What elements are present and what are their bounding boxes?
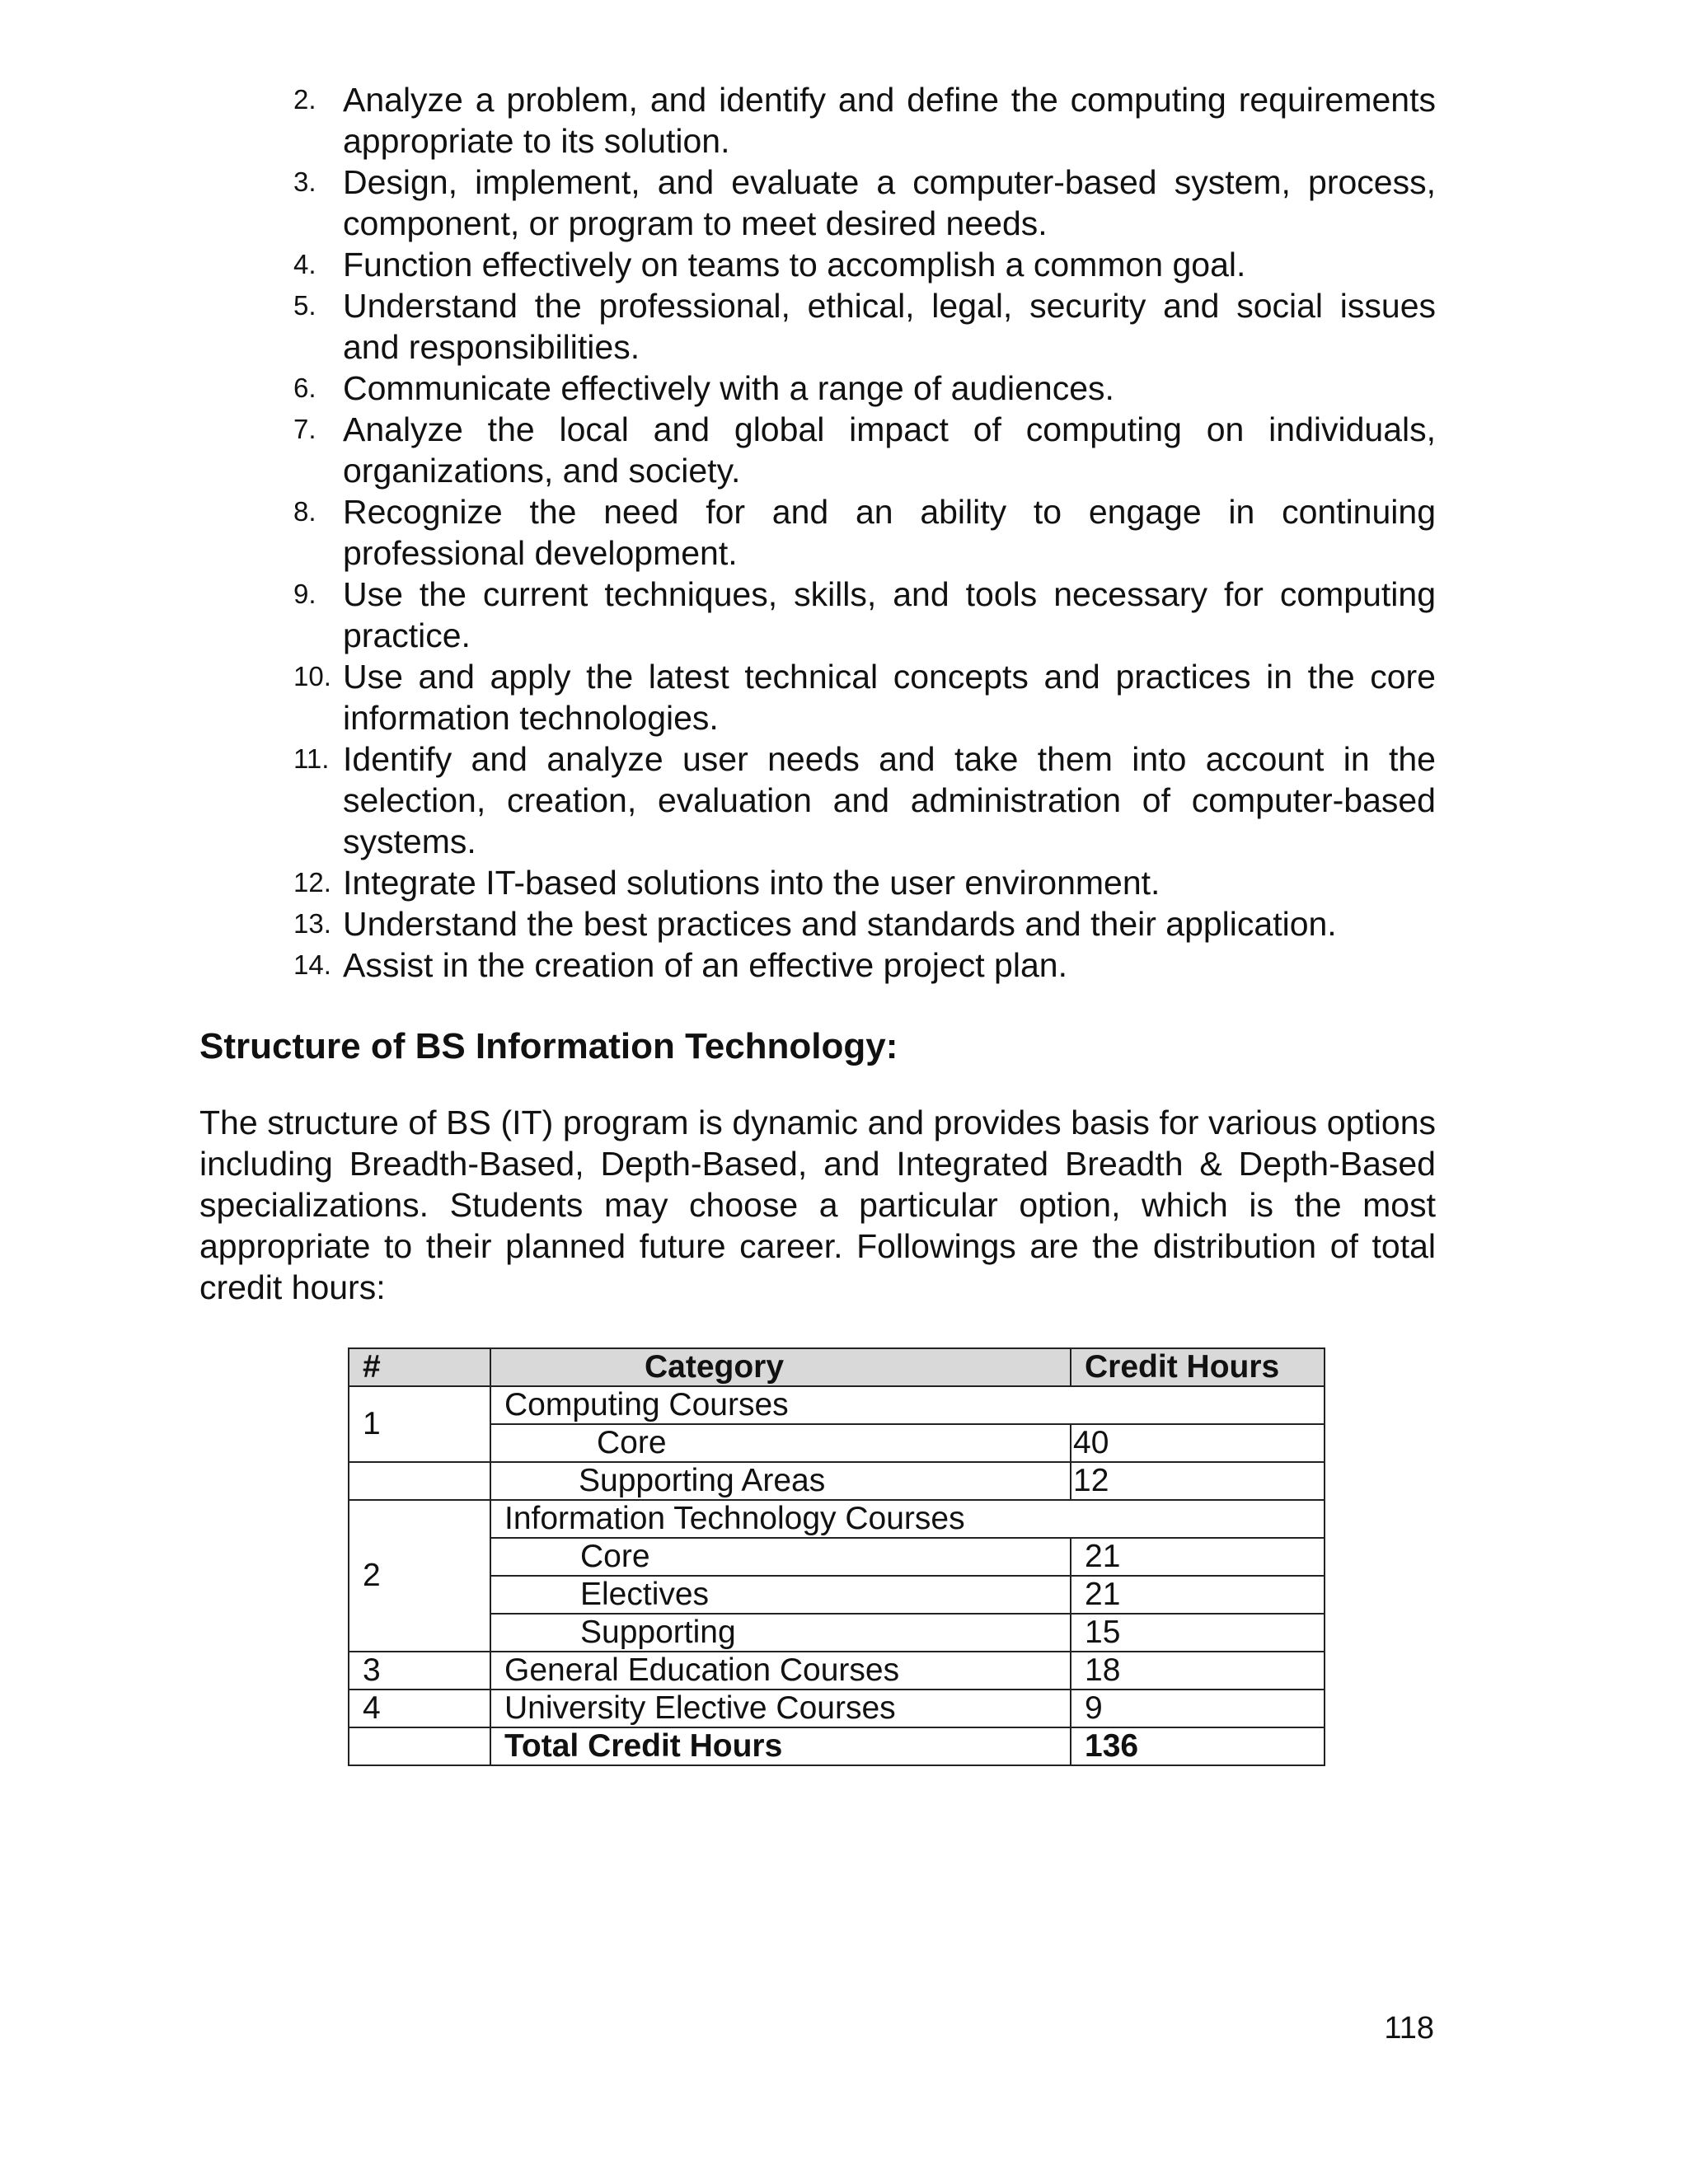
item-number: 7. [293, 414, 316, 444]
row-num [349, 1462, 490, 1500]
list-item [293, 738, 1436, 862]
item-number: 14. [293, 949, 331, 980]
table-row [349, 1538, 1325, 1576]
item-number: 4. [293, 249, 316, 279]
list-item [293, 903, 1436, 944]
list-item [293, 162, 1436, 244]
program-outcomes-list [293, 79, 1436, 986]
credit-value: 21 [1071, 1538, 1325, 1576]
table-row [349, 1386, 1325, 1424]
total-label: Total Credit Hours [490, 1727, 1071, 1765]
list-item [293, 285, 1436, 368]
row-num: 2 [349, 1500, 490, 1652]
item-number: 12. [293, 867, 331, 898]
item-number: 8. [293, 496, 316, 527]
credit-value: 40 [1071, 1424, 1325, 1462]
credit-value: 21 [1071, 1576, 1325, 1614]
item-number: 13. [293, 908, 331, 939]
credit-value: 12 [1071, 1462, 1325, 1500]
item-text: Identify and analyze user needs and take them into account in the selection, creation, evaluation and administration of computer-based systems. [343, 740, 1436, 860]
item-text: Design, implement, and evaluate a computer-based system, process, component, or program to meet desired needs. [343, 163, 1436, 242]
item-number: 10. [293, 661, 331, 691]
list-item [293, 862, 1436, 903]
category-sub: Supporting [490, 1614, 1071, 1652]
list-item [293, 244, 1436, 285]
section-heading: Structure of BS Information Technology: [199, 1026, 898, 1066]
item-number: 9. [293, 579, 316, 609]
list-item [293, 409, 1436, 491]
item-text: Integrate IT-based solutions into the user environment. [343, 864, 1160, 902]
item-text: Function effectively on teams to accomplish a common goal. [343, 246, 1246, 284]
table-row [349, 1576, 1325, 1614]
table-row [349, 1690, 1325, 1727]
item-text: Recognize the need for and an ability to engage in continuing professional development. [343, 493, 1436, 572]
category-sub: Electives [490, 1576, 1071, 1614]
item-text: Assist in the creation of an effective project plan. [343, 946, 1067, 984]
category-title: University Elective Courses [490, 1690, 1071, 1727]
list-item [293, 656, 1436, 738]
list-item [293, 944, 1436, 986]
table-total-row [349, 1727, 1325, 1765]
row-num: 4 [349, 1690, 490, 1727]
table-row [349, 1462, 1325, 1500]
category-sub: Supporting Areas [490, 1462, 1071, 1500]
item-number: 6. [293, 373, 316, 403]
list-item [293, 574, 1436, 656]
total-value: 136 [1071, 1727, 1325, 1765]
item-text: Analyze a problem, and identify and define the computing requirements appropriate to its solution. [343, 81, 1436, 160]
list-item [293, 491, 1436, 574]
item-text: Analyze the local and global impact of computing on individuals, organizations, and society. [343, 410, 1436, 490]
credit-value: 9 [1071, 1690, 1325, 1727]
credit-value: 15 [1071, 1614, 1325, 1652]
item-text: Understand the professional, ethical, legal, security and social issues and responsibilities. [343, 287, 1436, 366]
header-category: Category [490, 1348, 1071, 1386]
page-number: 118 [1384, 2011, 1434, 2046]
item-text: Communicate effectively with a range of audiences. [343, 369, 1114, 407]
row-num [349, 1727, 490, 1765]
row-num: 3 [349, 1652, 490, 1690]
item-number: 3. [293, 166, 316, 197]
item-number: 11. [293, 743, 330, 774]
category-title: Information Technology Courses [490, 1500, 1325, 1538]
header-num: # [349, 1348, 490, 1386]
item-text: Understand the best practices and standards and their application. [343, 905, 1337, 943]
item-text: Use and apply the latest technical concepts and practices in the core information technologies. [343, 658, 1436, 737]
credit-hours-table [348, 1347, 1325, 1766]
item-text: Use the current techniques, skills, and tools necessary for computing practice. [343, 575, 1436, 654]
credit-value: 18 [1071, 1652, 1325, 1690]
table-row [349, 1500, 1325, 1538]
header-credit-hours: Credit Hours [1071, 1348, 1325, 1386]
section-paragraph: The structure of BS (IT) program is dynamic and provides basis for various options including Breadth-Based, Depth-Based, and Integrated Breadth & Depth-Based specializations. Students may choose a particular option, which is the most appropriate to their planned future career. Followings are the distribution of total credit hours: [199, 1104, 1436, 1306]
table-row [349, 1652, 1325, 1690]
table-header-row [349, 1348, 1325, 1386]
item-number: 5. [293, 290, 316, 321]
table-row [349, 1424, 1325, 1462]
list-item [293, 79, 1436, 162]
category-sub: Core [490, 1538, 1071, 1576]
category-sub: Core [490, 1424, 1071, 1462]
category-title: Computing Courses [490, 1386, 1325, 1424]
item-number: 2. [293, 84, 316, 115]
category-title: General Education Courses [490, 1652, 1071, 1690]
table-row [349, 1614, 1325, 1652]
row-num: 1 [349, 1386, 490, 1462]
list-item [293, 368, 1436, 409]
